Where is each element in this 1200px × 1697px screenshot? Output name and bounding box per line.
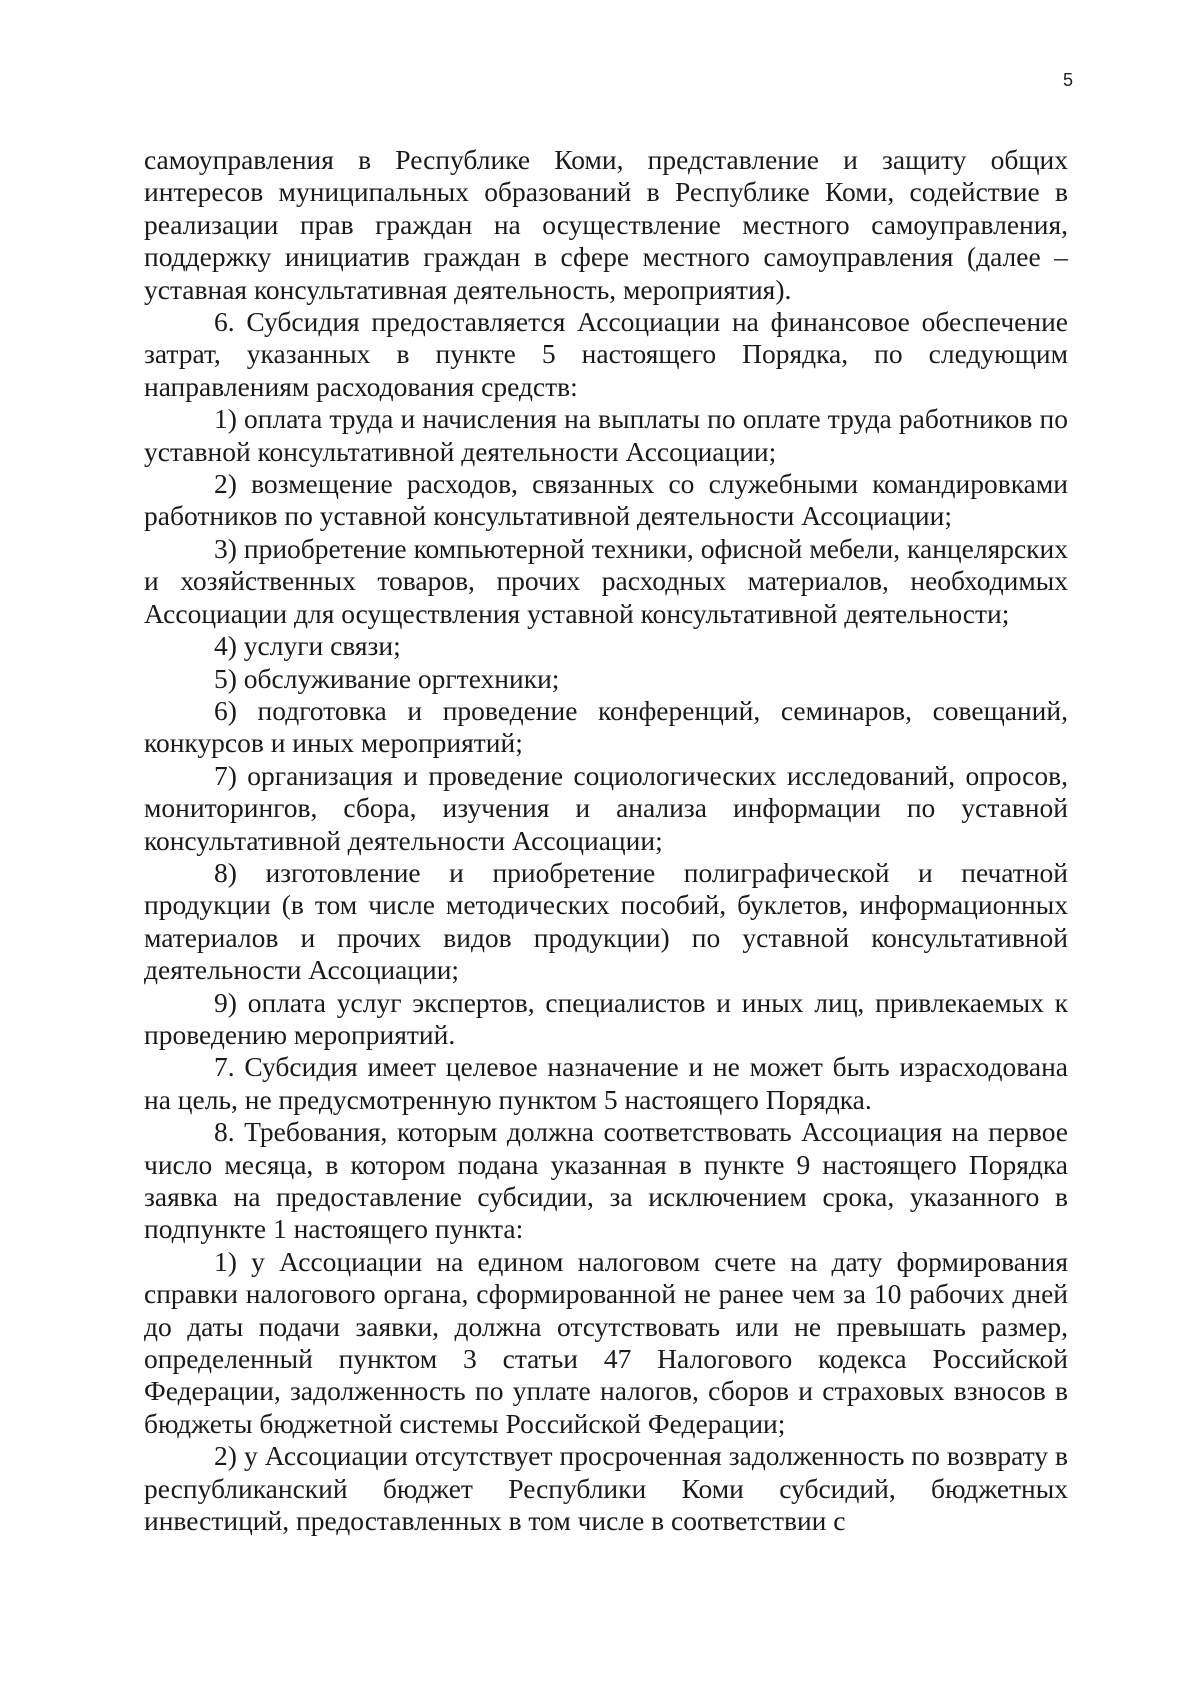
paragraph-clause-6: 6. Субсидия предоставляется Ассоциации на финансовое обеспечение затрат, указанных в пункте 5 настоящего Порядка, по следующим направлениям расходования средств:	[144, 306, 1068, 402]
paragraph-clause-8: 8. Требования, которым должна соответствовать Ассоциация на первое число месяца, в котором подана указанная в пункте 9 настоящего Порядка заявка на предоставление субсидии, за исключением срока, указанного в подпункте 1 настоящего пункта:	[144, 1116, 1068, 1245]
list-item-6-8: 8) изготовление и приобретение полиграфической и печатной продукции (в том числе методических пособий, буклетов, информационных материалов и прочих видов продукции) по уставной консультативной деятельности Ассоциации;	[144, 856, 1068, 986]
list-item-6-9: 9) оплата услуг экспертов, специалистов и иных лиц, привлекаемых к проведению мероприятий.	[144, 986, 1068, 1050]
list-item-6-1: 1) оплата труда и начисления на выплаты по оплате труда работников по уставной консультативной деятельности Ассоциации;	[144, 403, 1068, 467]
list-item-6-5: 5) обслуживание оргтехники;	[214, 662, 560, 694]
list-item-6-2: 2) возмещение расходов, связанных со служебными командировками работников по уставной консультативной деятельности Ассоциации;	[144, 468, 1068, 532]
list-item-6-3: 3) приобретение компьютерной техники, офисной мебели, канцелярских и хозяйственных товаров, прочих расходных материалов, необходимых Ассоциации для осуществления уставной консультативной деятельности;	[144, 532, 1068, 629]
page-number: 5	[1062, 70, 1073, 90]
paragraph-clause-7: 7. Субсидия имеет целевое назначение и не может быть израсходована на цель, не предусмотренную пунктом 5 настоящего Порядка.	[144, 1051, 1068, 1115]
list-item-6-7: 7) организация и проведение социологических исследований, опросов, мониторингов, сбора, изучения и анализа информации по уставной консультативной деятельности Ассоциации;	[144, 759, 1068, 856]
list-item-8-2: 2) у Ассоциации отсутствует просроченная задолженность по возврату в республиканский бюджет Республики Коми субсидий, бюджетных инвестиций, предоставленных в том числе в соответствии с	[144, 1440, 1068, 1537]
list-item-8-1: 1) у Ассоциации на едином налоговом счете на дату формирования справки налогового органа, сформированной не ранее чем за 10 рабочих дней до даты подачи заявки, должна отсутствовать или не превышать размер, определенный пунктом 3 статьи 47 Налогового кодекса Российской Федерации, задолженность по уплате налогов, сборов и страховых взносов в бюджеты бюджетной системы Российской Федерации;	[144, 1245, 1068, 1439]
paragraph-continuation: самоуправления в Республике Коми, представление и защиту общих интересов муниципальных образований в Республике Коми, содействие в реализации прав граждан на осуществление местного самоуправления, поддержку инициатив граждан в сфере местного самоуправления (далее – уставная консультативная деятельность, мероприятия).	[144, 144, 1068, 305]
document-body	[144, 144, 1068, 1537]
list-item-6-6: 6) подготовка и проведение конференций, семинаров, совещаний, конкурсов и иных мероприятий;	[144, 694, 1068, 759]
list-item-6-4: 4) услуги связи;	[214, 630, 401, 662]
